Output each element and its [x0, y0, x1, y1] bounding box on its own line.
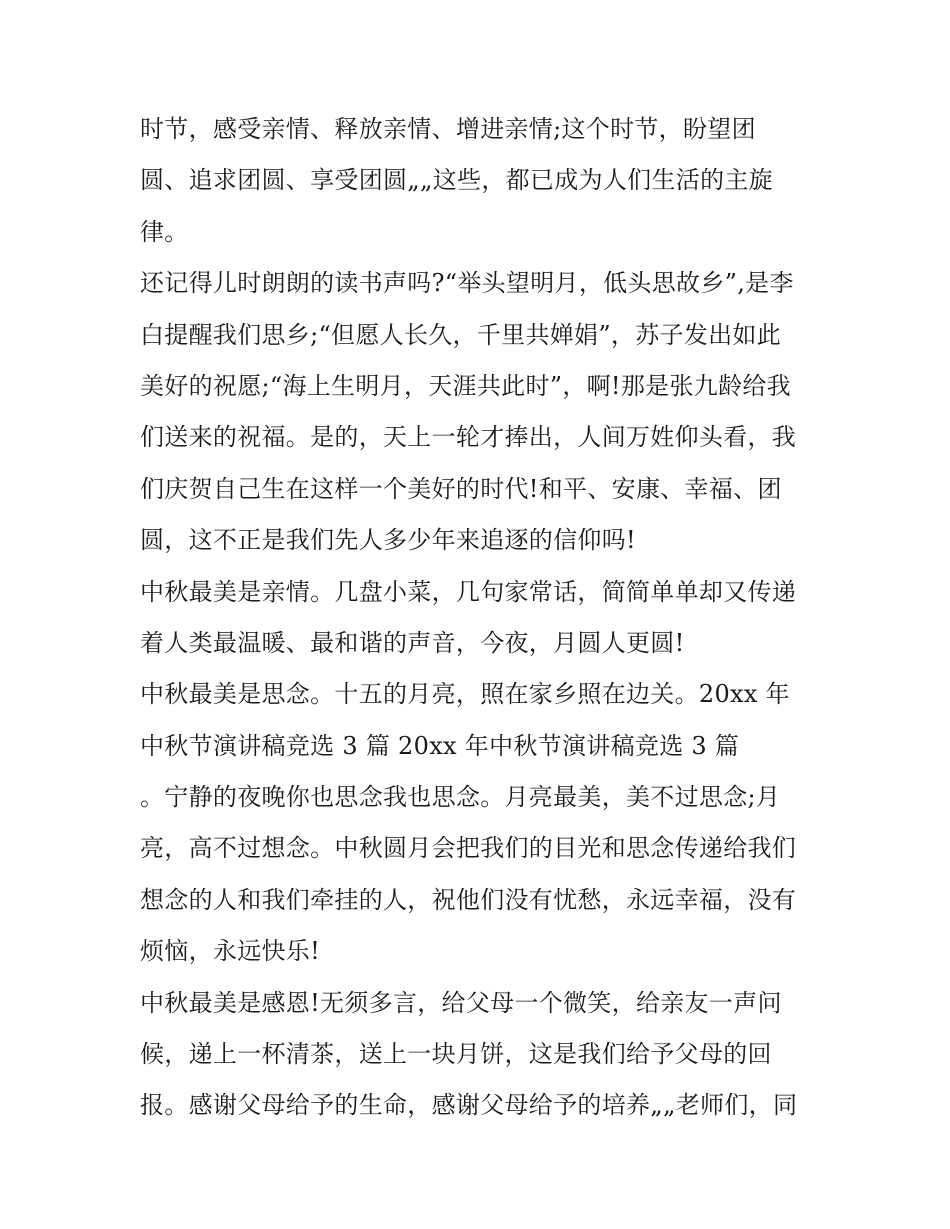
text-line: 美好的祝愿;“海上生明月，天涯共此时”，啊!那是张九龄给我 — [140, 371, 791, 400]
text-line: 们庆贺自己生在这样一个美好的时代!和平、安康、幸福、团 — [140, 474, 782, 503]
text-line: 圆，这不正是我们先人多少年来追逐的信仰吗! — [140, 526, 636, 555]
text-line: 报。感谢父母给予的生命，感谢父母给予的培养„„老师们，同 — [140, 1091, 798, 1120]
text-line: 着人类最温暖、最和谐的声音，今夜，月圆人更圆! — [140, 628, 685, 657]
text-line: 圆、追求团圆、享受团圆„„这些，都已成为人们生活的主旋 — [140, 166, 773, 195]
text-line: 中秋最美是感恩!无须多言，给父母一个微笑，给亲友一声问 — [140, 988, 782, 1017]
text-line: 还记得儿时朗朗的读书声吗?“举头望明月，低头思故乡”,是李 — [140, 269, 794, 298]
text-line: 中秋节演讲稿竞选 3 篇 20xx 年中秋节演讲稿竞选 3 篇 — [140, 731, 740, 760]
text-line: 中秋最美是思念。十五的月亮，照在家乡照在边关。20xx 年 — [140, 680, 790, 709]
text-line: 白提醒我们思乡;“但愿人长久，千里共婵娟”，苏子发出如此 — [140, 320, 782, 349]
text-line: 中秋最美是亲情。几盘小菜，几句家常话，简简单单却又传递 — [140, 577, 797, 606]
text-line: 候，递上一杯清茶，送上一块月饼，这是我们给予父母的回 — [140, 1040, 772, 1069]
body-text — [140, 104, 820, 1132]
text-line: 律。 — [140, 217, 189, 246]
text-line: 亮，高不过想念。中秋圆月会把我们的目光和思念传递给我们 — [140, 834, 797, 863]
text-line: 想念的人和我们牵挂的人，祝他们没有忧愁，永远幸福，没有 — [140, 885, 797, 914]
text-line: 烦恼，永远快乐! — [140, 937, 321, 966]
text-line: 们送来的祝福。是的，天上一轮才捧出，人间万姓仰头看，我 — [140, 423, 797, 452]
text-line: 时节，感受亲情、释放亲情、增进亲情;这个时节，盼望团 — [140, 115, 756, 143]
text-line: 。宁静的夜晚你也思念我也思念。月亮最美，美不过思念;月 — [140, 783, 781, 812]
